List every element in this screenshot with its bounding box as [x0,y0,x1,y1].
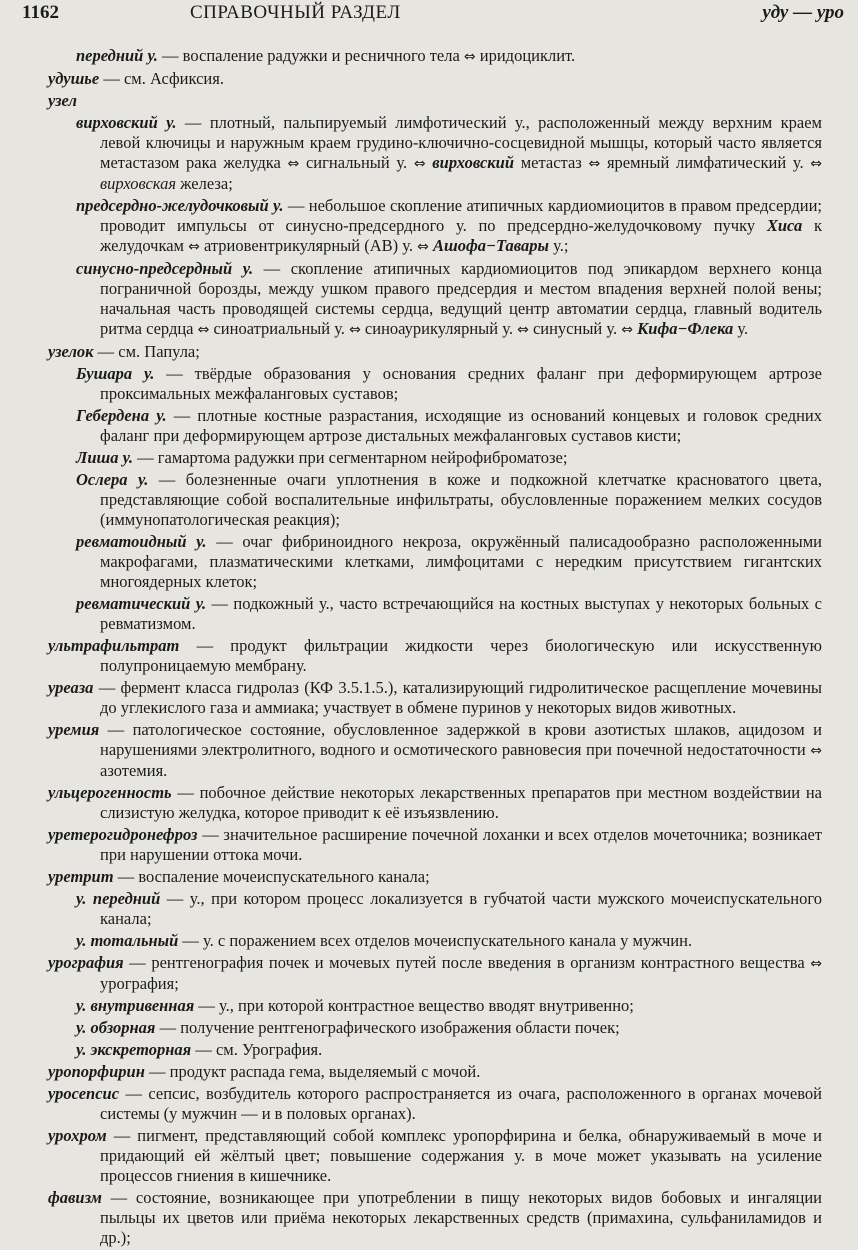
headword: удушье [48,69,100,88]
definition-text: у. [733,319,749,338]
headword: вирховский у. [76,113,177,132]
headword: фавизм [48,1188,102,1207]
dictionary-entry [48,1188,822,1248]
definition-text: — рентгенография почек и мочевых путей после введения в организм контрастного вещества [123,953,811,972]
synonym-arrow-icon: ⇔ [188,239,200,255]
definition-text: иридоциклит. [475,46,576,65]
headword: предсердно-желудочковый у. [76,196,284,215]
definition-text: урография; [100,974,179,993]
dictionary-subentry [48,113,822,194]
headword: уреаза [48,678,94,697]
definition-text: — значительное расширение почечной лоханки и всех отделов мочеточника; возникает при нарушении оттока мочи. [100,825,822,864]
headword: уропорфирин [48,1062,145,1081]
synonym-arrow-icon: ⇔ [413,156,426,172]
headword: урохром [48,1126,107,1145]
definition-text: сигнальный у. [299,153,414,172]
headword: синусно-предсердный у. [76,259,254,278]
definition-text: синоаурикулярный у. [360,319,518,338]
synonym-arrow-icon: ⇔ [287,156,300,172]
definition-text: — патологическое состояние, обусловленное задержкой в крови азотистых шлаков, ацидозом и нарушениями электролитного, водного и осмотического равновесия при почечной недостаточности [99,720,822,759]
dictionary-subentry [48,259,822,340]
definition-text: — пигмент, представляющий собой комплекс уропорфирина и белка, обнаруживаемый в моче и придающий ей жёлтый цвет; повышение содержания у. в моче может указывать на усиление процессов гниения в кишечнике. [100,1126,822,1185]
dictionary-subentry [48,364,822,404]
synonym-arrow-icon: ⇔ [197,322,210,338]
entries-list [48,46,822,1250]
definition-text: — болезненные очаги уплотнения в коже и подкожной клетчатке красноватого цвета, представляющие собой воспалительные инфильтраты, обусловленные поражением мелких сосудов (иммунопатологическая реакция); [100,470,822,529]
headword: у. тотальный [76,931,179,950]
dictionary-subentry [48,470,822,530]
dictionary-subentry [48,196,822,257]
definition-text: — воспаление мочеиспускательного канала; [113,867,430,886]
definition-text: — плотный, пальпируемый лимфотический у., расположенный между верхним краем левой ключицы и наружным краем грудино-ключично-сосцевидной мышцы, который часто является метастазом рака желудка [100,113,822,172]
definition-text: — плотные костные разрастания, исходящие из оснований концевых и головок средних фаланг при деформирующем артрозе дистальных межфаланговых суставов кисти; [100,406,823,445]
dictionary-subentry [48,46,822,67]
headword: узел [48,91,77,110]
headword: уремия [48,720,100,739]
synonym-arrow-icon: ⇔ [621,322,633,338]
definition-text: яремный лимфатический у. [600,153,811,172]
synonym-arrow-icon: ⇔ [517,322,529,338]
synonym-arrow-icon: ⇔ [810,156,823,172]
dictionary-subentry [48,594,822,634]
synonym-arrow-icon: ⇔ [463,49,476,65]
headword: уретерогидронефроз [48,825,198,844]
headword: ревматоидный у. [76,532,207,551]
page-header [22,0,844,32]
dictionary-subentry [48,532,822,592]
dictionary-subentry [48,1040,822,1060]
definition-text: — продукт распада гема, выделяемый с мочой. [144,1062,481,1081]
dictionary-entry [48,636,822,676]
definition-text: — подкожный у., часто встречающийся на костных выступах у некоторых больных с ревматизмом. [100,594,822,633]
definition-text: синоатриальный у. [209,319,350,338]
dictionary-entry [48,720,822,781]
headword: Лиша у. [76,448,134,467]
dictionary-entry [48,953,822,994]
definition-text: — см. Асфиксия. [99,69,224,88]
definition-text: — побочное действие некоторых лекарственных препаратов при местном воздействии на слизистую желудка, которое приводит к её изъязвлению. [100,783,822,822]
headword: Кифа−Флека [637,319,734,338]
headword: у. экскреторная [76,1040,192,1059]
headword: у. обзорная [76,1018,156,1037]
running-head: уду — уро [762,2,844,23]
definition-text: — скопление атипичных кардиомиоцитов под эпикардом верхнего конца пограничной борозды, между ушком правого предсердия и местом впадения верхней полой вены; начальная часть проводящей системы сердца, ведущий центр автоматии сердца, главный водитель ритма сердца [100,259,822,338]
definition-text: железа; [176,174,233,193]
dictionary-subentry [48,889,822,929]
definition-text: — воспаление радужки и ресничного тела [157,46,464,65]
definition-text: — твёрдые образования у основания средних фаланг при деформирующем артрозе проксимальных межфаланговых суставов; [100,364,822,403]
headword: ревматический у. [76,594,207,613]
definition-text: синусный у. [528,319,622,338]
definition-text: — получение рентгенографического изображения области почек; [155,1018,620,1037]
dictionary-subentry [48,448,822,468]
headword: ульцерогенность [48,783,172,802]
definition-text: — см. Урография. [191,1040,323,1059]
section-title: СПРАВОЧНЫЙ РАЗДЕЛ [190,2,401,23]
definition-text: — небольшое скопление атипичных кардиомиоцитов в правом предсердии; проводит импульсы от синусно-предсердного у. по предсердно-желудочковому пучку [100,196,822,235]
headword: Хиса [766,216,803,235]
definition-text: — см. Папула; [93,342,200,361]
headword: вирховский [432,153,515,172]
headword: ультрафильтрат [48,636,180,655]
definition-text: азотемия. [100,761,168,780]
definition-text: — фермент класса гидролаз (КФ 3.5.1.5.), катализирующий гидролитическое расщепление мочевины до углекислого газа и аммиака; участвует в обмене пуринов у некоторых видов животных. [93,678,822,717]
dictionary-entry [48,867,822,887]
synonym-arrow-icon: ⇔ [417,239,429,255]
dictionary-entry [48,91,822,111]
definition-text: — очаг фибриноидного некроза, окружённый палисадообразно расположенными макрофагами, плазматическими клетками, лимфоцитами с нередким присутствием гигантских многоядерных клеток; [100,532,822,591]
definition-text: атриовентрикулярный (АВ) у. [199,236,418,255]
dictionary-subentry [48,931,822,951]
page-number: 1162 [22,2,59,23]
definition-text: — у., при которой контрастное вещество вводят внутривенно; [194,996,634,1015]
definition-text: — у., при котором процесс локализуется в губчатой части мужского мочеиспускательного канала; [100,889,822,928]
dictionary-entry [48,1126,822,1186]
headword: Бушара у. [76,364,155,383]
headword: урография [48,953,124,972]
headword: у. внутривенная [76,996,195,1015]
headword: Гебердена у. [76,406,167,425]
definition-text: — состояние, возникающее при употреблении в пищу некоторых видов бобовых и ингаляции пыльцы их цветов или приёма некоторых лекарственных средств (примахина, сульфаниламидов и др.); [100,1188,822,1247]
dictionary-entry [48,1062,822,1082]
definition-text: — сепсис, возбудитель которого распространяется из очага, расположенного в органах мочевой системы (у мужчин — и в половых органах). [100,1084,822,1123]
synonym-arrow-icon: ⇔ [810,956,822,972]
dictionary-subentry [48,406,822,446]
headword: передний у. [76,46,158,65]
dictionary-subentry [48,1018,822,1038]
synonym-arrow-icon: ⇔ [810,743,822,759]
definition-text: у.; [548,236,569,255]
synonym-arrow-icon: ⇔ [588,156,601,172]
headword: уретрит [48,867,114,886]
headword: Ашофа−Тавары [432,236,549,255]
dictionary-entry [48,825,822,865]
dictionary-entry [48,783,822,823]
definition-text: — продукт фильтрации жидкости через биологическую или искусственную полупроницаемую мембрану. [100,636,822,675]
dictionary-entry [48,69,822,89]
dictionary-subentry [48,996,822,1016]
dictionary-entry [48,678,822,718]
synonym-arrow-icon: ⇔ [349,322,361,338]
definition-text: — гамартома радужки при сегментарном нейрофиброматозе; [133,448,568,467]
definition-text: — у. с поражением всех отделов мочеиспускательного канала у мужчин. [178,931,693,950]
dictionary-entry [48,1084,822,1124]
dictionary-entry [48,342,822,362]
headword: узелок [48,342,94,361]
headword: у. передний [76,889,161,908]
definition-text: к желудочкам [100,216,822,255]
headword: Ослера у. [76,470,149,489]
definition-text: метастаз [514,153,589,172]
italic-term: вирховская [100,174,176,193]
headword: уросепсис [48,1084,120,1103]
